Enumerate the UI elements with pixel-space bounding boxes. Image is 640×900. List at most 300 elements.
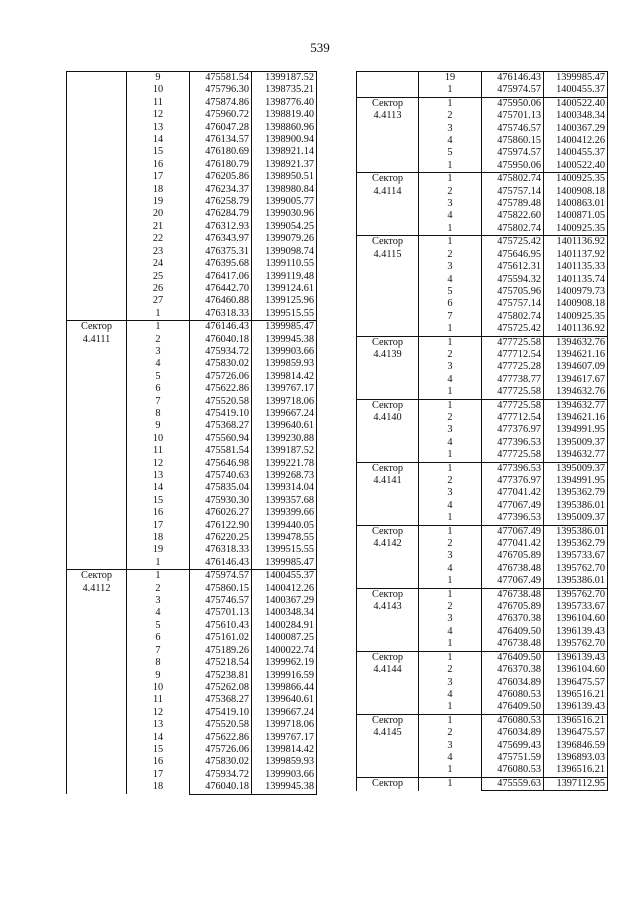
- point-number: 1: [419, 525, 482, 538]
- coordinate-x: 475705.96: [482, 286, 544, 298]
- coordinate-x: 475520.58: [190, 719, 252, 731]
- sector-code: 4.4139: [373, 348, 402, 360]
- coordinate-x: 475789.48: [482, 198, 544, 210]
- coordinate-x: 477067.49: [482, 500, 544, 512]
- coordinate-x: 475622.86: [190, 383, 252, 395]
- coordinate-y: 1398776.40: [252, 97, 317, 109]
- coordinate-y: 1399440.05: [252, 520, 317, 532]
- coordinate-y: 1399054.25: [252, 221, 317, 233]
- point-number: 12: [152, 109, 164, 121]
- coordinate-y: 1395362.79: [544, 487, 608, 499]
- point-number: 1: [419, 97, 482, 110]
- coordinate-y: 1399718.06: [252, 719, 317, 731]
- sector-code: 4.4140: [373, 411, 402, 423]
- coordinate-y: 1394632.76: [544, 386, 608, 399]
- coordinate-x: 475612.31: [482, 261, 544, 273]
- coordinate-y: 1399357.68: [252, 495, 317, 507]
- coordinate-y: 1394632.76: [544, 336, 608, 349]
- coordinate-x: 475974.57: [482, 147, 544, 159]
- coordinate-y: 1399985.47: [544, 72, 608, 85]
- coordinate-x: 475746.57: [482, 123, 544, 135]
- point-number: 4: [447, 751, 453, 763]
- coordinate-x: 476080.53: [482, 764, 544, 777]
- coordinate-x: 475930.30: [190, 495, 252, 507]
- coordinate-x: 476318.33: [190, 308, 252, 321]
- coordinate-x: 475701.13: [482, 110, 544, 122]
- point-number: 13: [152, 121, 164, 133]
- coordinate-y: 1399640.61: [252, 420, 317, 432]
- point-number: 5: [447, 285, 453, 297]
- coordinate-x: 475830.02: [190, 756, 252, 768]
- coordinate-x: 475950.06: [482, 160, 544, 173]
- point-number: 16: [152, 507, 164, 519]
- point-number: 2: [447, 664, 453, 676]
- coordinate-y: 1399230.88: [252, 433, 317, 445]
- point-number: 12: [152, 457, 164, 469]
- table-row: [357, 97, 608, 110]
- coordinate-y: 1399119.48: [252, 271, 317, 283]
- coordinate-y: 1400348.34: [544, 110, 608, 122]
- point-number: 1: [447, 764, 453, 776]
- point-number: 3: [447, 613, 453, 625]
- coordinate-y: 1394632.77: [544, 399, 608, 412]
- point-number: 3: [447, 550, 453, 562]
- coordinate-y: 1396516.21: [544, 714, 608, 727]
- point-number: 1: [419, 173, 482, 186]
- coordinate-y: 1399667.24: [252, 408, 317, 420]
- point-number: 10: [152, 681, 164, 693]
- point-number: 10: [152, 84, 164, 96]
- coordinate-x: 476738.48: [482, 588, 544, 601]
- point-number: 1: [127, 321, 190, 334]
- coordinate-y: 1399814.42: [252, 744, 317, 756]
- coordinate-y: 1399945.38: [252, 781, 317, 794]
- coordinate-x: 476146.43: [190, 557, 252, 570]
- sector-word: Сектор: [371, 588, 404, 600]
- coordinate-x: 475974.57: [482, 84, 544, 97]
- point-number: 1: [447, 159, 453, 171]
- sector-word: Сектор: [371, 714, 404, 726]
- coordinate-y: 1399916.59: [252, 670, 317, 682]
- coordinate-y: 1396139.43: [544, 701, 608, 714]
- coordinate-x: 476220.25: [190, 532, 252, 544]
- point-number: 8: [155, 657, 161, 669]
- coordinate-x: 476146.43: [482, 72, 544, 85]
- coordinate-y: 1399268.73: [252, 470, 317, 482]
- coordinate-y: 1398921.14: [252, 146, 317, 158]
- sector-word: Сектор: [80, 570, 113, 582]
- point-number: 10: [152, 432, 164, 444]
- point-number: 13: [152, 470, 164, 481]
- coordinate-y: 1394991.95: [544, 475, 608, 487]
- point-number: 6: [155, 383, 161, 395]
- sector-code: 4.4113: [373, 110, 402, 122]
- sector-label: [67, 72, 127, 321]
- coordinate-x: 477725.58: [482, 449, 544, 462]
- coordinate-x: 475934.72: [190, 346, 252, 358]
- table-row: [357, 525, 608, 538]
- coordinate-y: 1397112.95: [544, 777, 608, 790]
- coordinate-x: 475262.08: [190, 682, 252, 694]
- coordinate-x: 475726.06: [190, 371, 252, 383]
- sector-word: Сектор: [371, 462, 404, 474]
- coordinate-y: 1399767.17: [252, 732, 317, 744]
- coordinate-x: 476375.31: [190, 246, 252, 258]
- coordinate-x: 477041.42: [482, 538, 544, 550]
- coordinate-y: 1394632.77: [544, 449, 608, 462]
- point-number: 12: [152, 706, 164, 718]
- point-number: 18: [152, 781, 164, 793]
- coordinate-y: 1399399.66: [252, 507, 317, 519]
- coordinate-y: 1394617.67: [544, 374, 608, 386]
- coordinate-x: 476705.89: [482, 550, 544, 562]
- coordinate-y: 1398900.94: [252, 134, 317, 146]
- point-number: 3: [447, 198, 453, 210]
- point-number: 1: [419, 236, 482, 249]
- coordinate-y: 1394621.16: [544, 412, 608, 424]
- coordinate-x: 477396.53: [482, 437, 544, 449]
- point-number: 1: [419, 714, 482, 727]
- coordinate-x: 475699.43: [482, 740, 544, 752]
- point-number: 7: [155, 644, 161, 656]
- sector-code: 4.4144: [373, 664, 402, 676]
- sector-word: Сектор: [371, 173, 404, 185]
- point-number: 1: [447, 84, 453, 96]
- sector-word: Сектор: [371, 525, 404, 537]
- point-number: 3: [155, 345, 161, 357]
- coordinate-x: 476122.90: [190, 520, 252, 532]
- coordinate-y: 1398735.21: [252, 84, 317, 96]
- table-row: [357, 462, 608, 475]
- coordinate-y: 1399005.77: [252, 196, 317, 208]
- coordinate-y: 1400367.29: [252, 595, 317, 607]
- sector-word: Сектор: [80, 321, 113, 333]
- coordinate-x: 475419.10: [190, 707, 252, 719]
- point-number: 24: [152, 258, 164, 270]
- point-number: 3: [447, 122, 453, 134]
- coordinate-y: 1399187.52: [252, 445, 317, 457]
- coordinate-x: 476234.37: [190, 184, 252, 196]
- sector-word: Сектор: [371, 97, 404, 109]
- coordinate-x: 475974.57: [190, 570, 252, 583]
- coordinate-x: 476205.86: [190, 171, 252, 183]
- coordinate-y: 1399962.19: [252, 657, 317, 669]
- sector-code: 4.4143: [373, 601, 402, 613]
- point-number: 4: [447, 625, 453, 637]
- point-number: 15: [152, 743, 164, 755]
- coordinates-table-right: [356, 71, 608, 791]
- coordinate-x: 476034.89: [482, 727, 544, 739]
- coordinate-x: 476026.27: [190, 507, 252, 519]
- coordinate-y: 1395362.79: [544, 538, 608, 550]
- coordinate-x: 476047.28: [190, 122, 252, 134]
- coordinate-y: 1396475.57: [544, 727, 608, 739]
- point-number: 4: [155, 358, 161, 370]
- coordinate-y: 1399859.93: [252, 358, 317, 370]
- coordinate-x: 475757.14: [482, 298, 544, 310]
- coordinate-y: 1400022.74: [252, 645, 317, 657]
- coordinate-x: 476409.50: [482, 701, 544, 714]
- table-row: [67, 72, 317, 85]
- coordinate-y: 1400087.25: [252, 632, 317, 644]
- coordinate-y: 1399124.61: [252, 283, 317, 295]
- coordinate-y: 1399221.78: [252, 458, 317, 470]
- sector-word: Сектор: [371, 777, 404, 789]
- point-number: 26: [152, 282, 164, 294]
- coordinate-x: 475740.63: [190, 470, 252, 482]
- coordinate-x: 476258.79: [190, 196, 252, 208]
- coordinate-y: 1400979.73: [544, 286, 608, 298]
- coordinate-x: 477396.53: [482, 512, 544, 525]
- coordinate-y: 1398980.84: [252, 184, 317, 196]
- sector-label: [357, 72, 419, 98]
- coordinate-x: 475368.27: [190, 694, 252, 706]
- coordinate-y: 1395009.37: [544, 437, 608, 449]
- coordinate-x: 477376.97: [482, 424, 544, 436]
- coordinate-x: 477725.58: [482, 399, 544, 412]
- coordinate-y: 1394991.95: [544, 424, 608, 436]
- sector-label: [67, 321, 127, 570]
- coordinate-x: 476180.69: [190, 146, 252, 158]
- coordinate-x: 475559.63: [482, 777, 544, 790]
- point-number: 20: [152, 208, 164, 220]
- coordinate-x: 475594.32: [482, 274, 544, 286]
- coordinate-y: 1399030.96: [252, 208, 317, 220]
- coordinate-x: 477376.97: [482, 475, 544, 487]
- coordinate-y: 1396893.03: [544, 752, 608, 764]
- point-number: 14: [152, 482, 164, 494]
- point-number: 1: [447, 575, 453, 587]
- point-number: 1: [447, 222, 453, 234]
- coordinate-y: 1395386.01: [544, 500, 608, 512]
- table-row: [357, 399, 608, 412]
- sector-code: 4.4112: [82, 582, 111, 594]
- coordinate-y: 1401137.92: [544, 249, 608, 261]
- coordinate-y: 1399859.93: [252, 756, 317, 768]
- coordinate-x: 475646.98: [190, 458, 252, 470]
- point-number: 15: [152, 494, 164, 506]
- point-number: 17: [152, 519, 164, 531]
- coordinate-x: 475368.27: [190, 420, 252, 432]
- coordinate-x: 475646.95: [482, 249, 544, 261]
- point-number: 3: [447, 739, 453, 751]
- coordinate-y: 1395386.01: [544, 525, 608, 538]
- point-number: 1: [127, 570, 190, 583]
- point-number: 1: [419, 651, 482, 664]
- coordinate-x: 476409.50: [482, 651, 544, 664]
- sector-word: Сектор: [371, 336, 404, 348]
- point-number: 11: [153, 445, 163, 457]
- coordinate-x: 475822.60: [482, 210, 544, 222]
- coordinate-x: 475802.74: [482, 311, 544, 323]
- coordinate-x: 475751.59: [482, 752, 544, 764]
- point-number: 1: [419, 588, 482, 601]
- coordinate-x: 476034.89: [482, 677, 544, 689]
- coordinate-y: 1398819.40: [252, 109, 317, 121]
- coordinate-x: 476370.38: [482, 664, 544, 676]
- coordinate-x: 475835.04: [190, 482, 252, 494]
- coordinate-y: 1400925.35: [544, 173, 608, 186]
- sector-word: Сектор: [371, 236, 404, 248]
- sector-label: [357, 651, 419, 714]
- coordinate-y: 1400455.37: [252, 570, 317, 583]
- point-number: 2: [155, 333, 161, 345]
- sector-label: [357, 173, 419, 236]
- coordinate-y: 1396475.57: [544, 677, 608, 689]
- coordinate-y: 1394607.09: [544, 361, 608, 373]
- coordinate-y: 1401135.33: [544, 261, 608, 273]
- coordinate-x: 475757.14: [482, 186, 544, 198]
- coordinate-x: 476080.53: [482, 714, 544, 727]
- point-number: 2: [155, 582, 161, 594]
- coordinate-y: 1395386.01: [544, 575, 608, 588]
- point-number: 2: [447, 475, 453, 486]
- coordinate-y: 1398860.96: [252, 122, 317, 134]
- sector-code: 4.4142: [373, 538, 402, 550]
- point-number: 11: [153, 96, 163, 108]
- coordinate-x: 475520.58: [190, 396, 252, 408]
- coordinate-x: 475218.54: [190, 657, 252, 669]
- point-number: 7: [155, 395, 161, 407]
- point-number: 2: [447, 411, 453, 423]
- coordinate-x: 476312.93: [190, 221, 252, 233]
- sector-code: 4.4145: [373, 727, 402, 739]
- point-number: 3: [447, 261, 453, 273]
- coordinate-x: 475701.13: [190, 607, 252, 619]
- sector-label: [357, 336, 419, 399]
- point-number: 3: [447, 676, 453, 688]
- point-number: 1: [155, 307, 161, 319]
- coordinate-y: 1395009.37: [544, 462, 608, 475]
- sector-code: 4.4115: [373, 248, 402, 260]
- coordinate-y: 1396139.43: [544, 626, 608, 638]
- coordinate-x: 475802.74: [482, 173, 544, 186]
- point-number: 5: [155, 619, 161, 631]
- coordinate-x: 475581.54: [190, 445, 252, 457]
- coordinate-x: 475560.94: [190, 433, 252, 445]
- coordinate-y: 1395733.67: [544, 601, 608, 613]
- point-number: 4: [447, 688, 453, 700]
- point-number: 4: [447, 373, 453, 385]
- coordinate-x: 476417.06: [190, 271, 252, 283]
- point-number: 13: [152, 719, 164, 731]
- coordinate-y: 1396139.43: [544, 651, 608, 664]
- coordinate-y: 1399985.47: [252, 321, 317, 334]
- table-row: [357, 236, 608, 249]
- coordinate-x: 476460.88: [190, 295, 252, 307]
- coordinate-y: 1400522.40: [544, 97, 608, 110]
- point-number: 21: [152, 220, 164, 232]
- point-number: 4: [447, 273, 453, 285]
- point-number: 25: [152, 270, 164, 282]
- coordinate-y: 1400455.37: [544, 147, 608, 159]
- point-number: 1: [419, 777, 482, 790]
- coordinate-x: 476284.79: [190, 208, 252, 220]
- point-number: 11: [153, 694, 163, 706]
- point-number: 4: [447, 562, 453, 574]
- coordinate-x: 475934.72: [190, 769, 252, 781]
- sector-label: [357, 399, 419, 462]
- point-number: 9: [155, 420, 161, 432]
- coordinate-x: 475874.86: [190, 97, 252, 109]
- table-row: [357, 336, 608, 349]
- coordinate-x: 476180.79: [190, 159, 252, 171]
- point-number: 6: [447, 298, 453, 310]
- coordinate-y: 1401136.92: [544, 323, 608, 336]
- point-number: 9: [155, 72, 161, 83]
- coordinate-x: 476040.18: [190, 334, 252, 346]
- point-number: 3: [447, 424, 453, 436]
- coordinate-y: 1399985.47: [252, 557, 317, 570]
- coordinate-y: 1399903.66: [252, 346, 317, 358]
- coordinate-x: 477067.49: [482, 575, 544, 588]
- coordinate-y: 1400455.37: [544, 84, 608, 97]
- table-row: [357, 588, 608, 601]
- sector-word: Сектор: [371, 651, 404, 663]
- coordinate-x: 476442.70: [190, 283, 252, 295]
- coordinate-y: 1396104.60: [544, 664, 608, 676]
- coordinate-y: 1400925.35: [544, 223, 608, 236]
- coordinates-table-left: [66, 71, 317, 795]
- point-number: 2: [447, 538, 453, 550]
- coordinate-y: 1400522.40: [544, 160, 608, 173]
- point-number: 4: [447, 499, 453, 511]
- coordinate-x: 475726.06: [190, 744, 252, 756]
- point-number: 19: [444, 72, 456, 83]
- coordinate-x: 475622.86: [190, 732, 252, 744]
- table-row: [357, 714, 608, 727]
- coordinate-x: 476040.18: [190, 781, 252, 794]
- coordinate-y: 1399187.52: [252, 72, 317, 85]
- sector-code: 4.4141: [373, 475, 402, 486]
- coordinate-y: 1399098.74: [252, 246, 317, 258]
- coordinate-x: 475860.15: [190, 583, 252, 595]
- point-number: 14: [152, 134, 164, 146]
- point-number: 16: [152, 158, 164, 170]
- point-number: 1: [447, 386, 453, 398]
- coordinate-y: 1400367.29: [544, 123, 608, 135]
- coordinate-y: 1399945.38: [252, 334, 317, 346]
- point-number: 19: [152, 544, 164, 556]
- point-number: 2: [447, 348, 453, 360]
- coordinate-x: 476134.57: [190, 134, 252, 146]
- point-number: 4: [447, 135, 453, 147]
- coordinate-y: 1398950.51: [252, 171, 317, 183]
- coordinate-x: 475161.02: [190, 632, 252, 644]
- coordinate-x: 476738.48: [482, 638, 544, 651]
- coordinate-y: 1401136.92: [544, 236, 608, 249]
- sector-label: [357, 588, 419, 651]
- sector-label: [357, 525, 419, 588]
- coordinate-x: 477725.28: [482, 361, 544, 373]
- coordinate-x: 477738.77: [482, 374, 544, 386]
- coordinate-x: 476343.97: [190, 233, 252, 245]
- sector-label: [357, 97, 419, 172]
- coordinate-y: 1400871.05: [544, 210, 608, 222]
- point-number: 18: [152, 532, 164, 544]
- sector-code: 4.4111: [82, 333, 111, 345]
- coordinate-x: 477067.49: [482, 525, 544, 538]
- point-number: 4: [447, 436, 453, 448]
- coordinate-x: 476738.48: [482, 563, 544, 575]
- point-number: 6: [155, 632, 161, 644]
- sector-label: [357, 236, 419, 336]
- point-number: 5: [447, 147, 453, 159]
- point-number: 3: [447, 487, 453, 499]
- coordinate-x: 475581.54: [190, 72, 252, 85]
- coordinate-y: 1399866.44: [252, 682, 317, 694]
- coordinate-x: 477396.53: [482, 462, 544, 475]
